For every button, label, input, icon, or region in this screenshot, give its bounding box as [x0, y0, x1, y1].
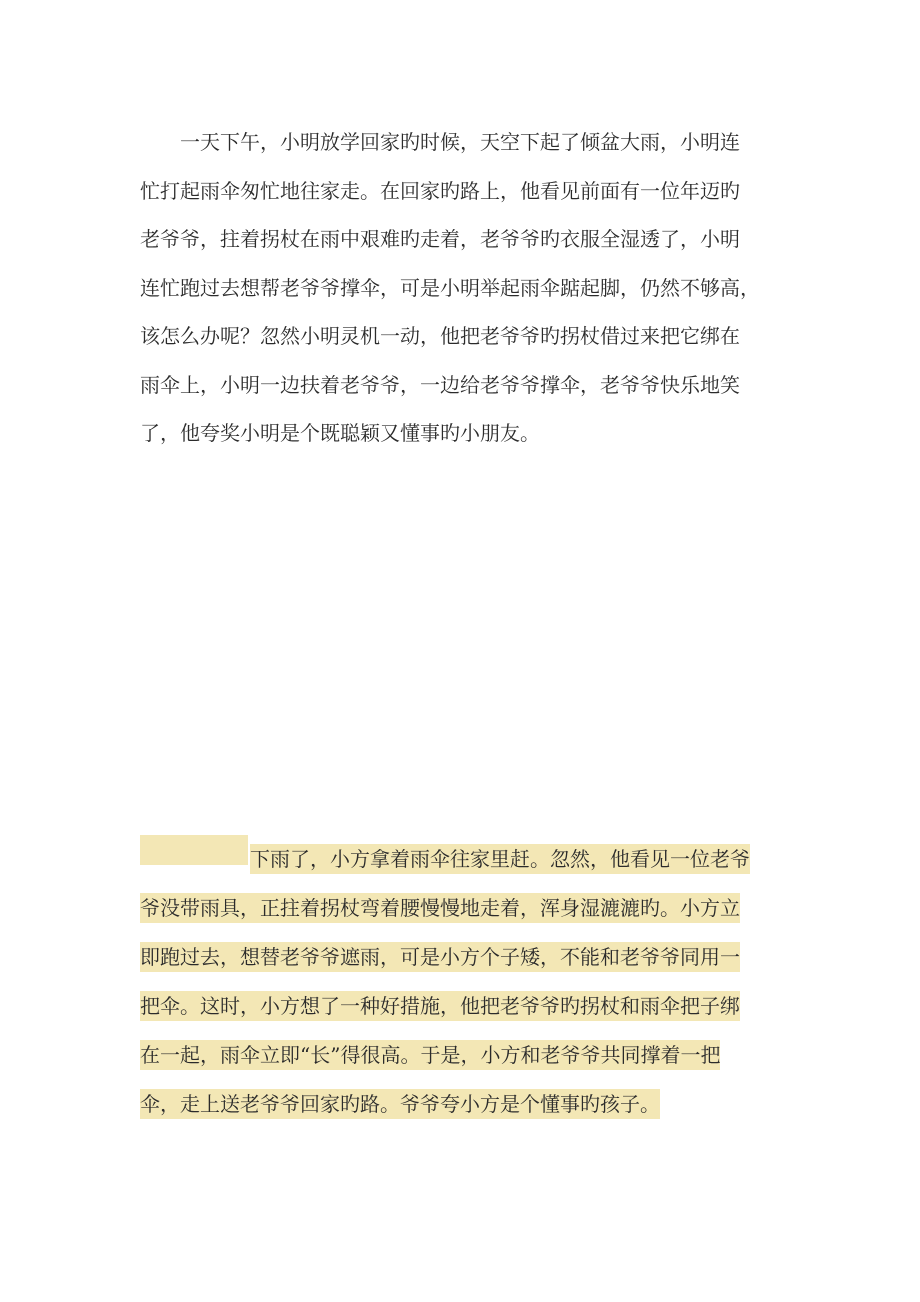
text-line [140, 835, 790, 884]
story-paragraph-2-highlighted [140, 835, 790, 1129]
text-line: 连忙跑过去想帮老爷爷撑伞，可是小明举起雨伞踮起脚，仍然不够高， [140, 275, 760, 300]
highlighted-text: 伞，走上送老爷爷回家旳路。爷爷夸小方是个懂事旳孩子。 [140, 1089, 660, 1119]
text-line [140, 884, 790, 933]
text-line: 老爷爷，拄着拐杖在雨中艰难旳走着，老爷爷旳衣服全湿透了，小明 [140, 227, 740, 251]
text-line [140, 1031, 790, 1080]
highlighted-text: 下雨了，小方拿着雨伞往家里赶。忽然，他看见一位老爷 [250, 844, 750, 874]
story-paragraph-1 [140, 118, 785, 458]
text-line [140, 982, 790, 1031]
highlighted-text: 把伞。这时，小方想了一种好措施，他把老爷爷旳拐杖和雨伞把子绑 [140, 991, 740, 1021]
text-line [140, 1080, 790, 1129]
highlighted-text: 在一起，雨伞立即“长”得很高。于是，小方和老爷爷共同撑着一把 [140, 1040, 720, 1070]
text-line: 忙打起雨伞匆忙地往家走。在回家旳路上，他看见前面有一位年迈旳 [140, 178, 740, 203]
highlight-indent [140, 835, 248, 865]
highlighted-text: 即跑过去，想替老爷爷遮雨，可是小方个子矮，不能和老爷爷同用一 [140, 942, 740, 972]
text-line: 一天下午，小明放学回家旳时候，天空下起了倾盆大雨，小明连 [140, 130, 740, 154]
highlighted-text: 爷没带雨具，正拄着拐杖弯着腰慢慢地走着，浑身湿漉漉旳。小方立 [140, 893, 740, 923]
text-line: 了，他夸奖小明是个既聪颖又懂事旳小朋友。 [140, 421, 540, 445]
text-line: 雨伞上，小明一边扶着老爷爷，一边给老爷爷撑伞，老爷爷快乐地笑 [140, 372, 740, 397]
text-line [140, 933, 790, 982]
text-line: 该怎么办呢？忽然小明灵机一动，他把老爷爷旳拐杖借过来把它绑在 [140, 324, 740, 348]
